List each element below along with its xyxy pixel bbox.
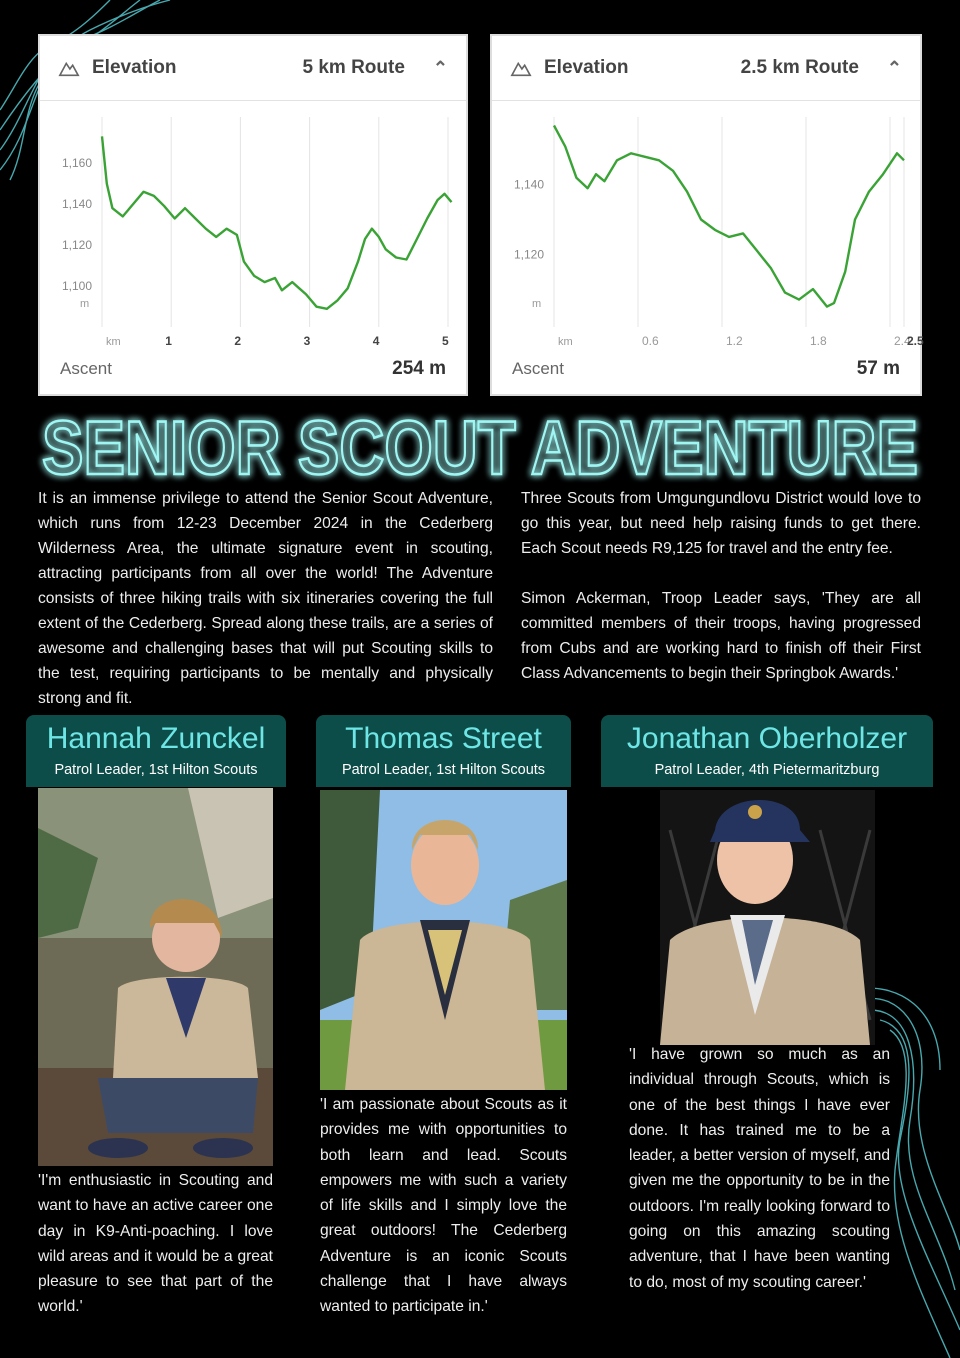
name-tag-hannah [26,715,286,787]
elevation-title: Elevation [544,57,629,78]
fundraising-paragraph: Three Scouts from Umgungundlovu District would love to go this year, but need help raising funds to get there. Each Scout needs R9,125 for travel and the entry fee. [521,490,921,557]
ascent-row [512,358,900,380]
x-axis-label: km [106,336,121,348]
photo-jonathan [660,790,875,1045]
chevron-up-icon[interactable]: ⌃ [432,57,448,78]
y-tick-label: 1,100 [62,279,93,294]
x-tick-label: 0.6 [642,334,659,348]
headline [0,406,960,491]
headline-text: SENIOR SCOUT ADVENTURE [42,406,918,491]
photo-hannah [38,788,273,1166]
x-tick-label: 2.5 [907,334,924,348]
elevation-chart [40,102,466,348]
elevation-title: Elevation [92,57,177,78]
quote-jonathan: 'I have grown so much as an individual through Scouts, which is one of the best things I have ever done. It has trained me to be a leader, a better version of myself, and given me the opportunity to be in the outdoors. I'm really looking forward to going on this amazing scouting adventure, that I have been wanting to do, most of my scouting career.' [629,1046,890,1291]
scout-name: Thomas Street [345,722,542,755]
x-tick-label: 1.2 [726,334,743,348]
elevation-card-header [40,36,466,101]
x-tick-label: 1 [165,334,172,348]
troop-leader-quote: Simon Ackerman, Troop Leader says, 'They are all committed members of their troops, having progressed from Cubs and are working hard to finish off their First Class Advancements to begin their Springbok Awards.' [521,590,921,682]
ascent-value: 254 m [392,358,446,379]
x-axis-label: km [558,336,573,348]
route-label: 2.5 km Route [740,57,859,78]
intro-column-right [521,486,921,711]
ascent-label: Ascent [60,359,112,378]
x-tick-label: 2.4 [894,334,911,348]
mountain-icon [58,57,80,79]
elevation-line [102,136,452,308]
y-tick-label: 1,160 [62,156,93,171]
scout-name: Jonathan Oberholzer [626,722,908,755]
mountain-icon [510,57,532,79]
y-tick-label: 1,140 [514,177,545,192]
scout-role: Patrol Leader, 4th Pietermaritzburg [654,762,880,778]
ascent-row [60,358,446,380]
elevation-chart [492,102,924,348]
y-tick-label: 1,120 [62,238,93,253]
quote-thomas: 'I am passionate about Scouts as it provides me with opportunities to both learn and lead. Scouts empowers me with such a variety of life skills and I simply love the great outdoors! The Cederberg Adventure is an iconic Scouts challenge that I have always wanted to participate in.' [320,1096,567,1316]
scout-role: Patrol Leader, 1st Hilton Scouts [54,762,258,778]
elevation-card-2-5km [490,34,922,396]
x-tick-label: 2 [234,334,242,348]
elevation-card-header [492,36,920,101]
chevron-up-icon[interactable]: ⌃ [886,57,902,78]
scout-name: Hannah Zunckel [46,722,266,755]
intro-paragraph: It is an immense privilege to attend the Senior Scout Adventure, which runs from 12-23 December 2024 in the Cederberg Wilderness Area, the ultimate signature event in scouting, attracting participants from all over the world! The Adventure consists of three hiking trails with six itineraries covering the full extent of the Cederberg. Spread along these trails, are a series of awesome and challenging bases that will put Scouting skills to the test, requiring participants to be mentally and physically strong and fit. [38,490,493,707]
route-label: 5 km Route [302,57,405,78]
scout-role: Patrol Leader, 1st Hilton Scouts [341,762,546,778]
photo-thomas [320,790,567,1090]
x-tick-label: 3 [303,334,311,348]
y-axis-label: m [532,298,542,310]
intro-column-left [38,486,493,736]
ascent-label: Ascent [512,359,564,378]
y-tick-label: 1,140 [62,197,93,212]
name-tag-thomas [316,715,571,787]
x-tick-label: 1.8 [810,334,827,348]
ascent-value: 57 m [856,358,900,379]
x-tick-label: 4 [372,334,380,348]
y-tick-label: 1,120 [514,247,545,262]
elevation-line [554,126,904,307]
elevation-card-5km [38,34,468,396]
x-tick-label: 5 [442,334,449,348]
y-axis-label: m [80,298,90,310]
name-tag-jonathan [601,715,933,787]
quote-hannah: 'I'm enthusiastic in Scouting and want to have an active career one day in K9-Anti-poaching. I love wild areas and it would be a great pleasure to see that part of the world.' [38,1172,273,1316]
